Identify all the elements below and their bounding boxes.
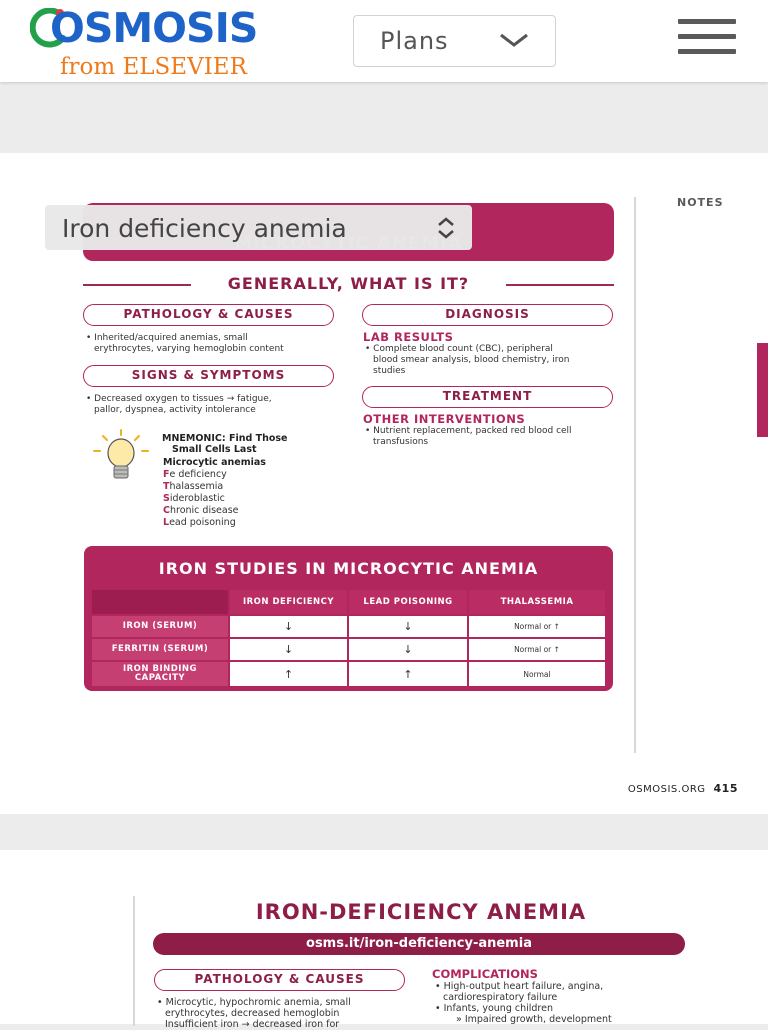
page2-title: IRON-DEFICIENCY ANEMIA [255,900,587,924]
top-app-bar [0,0,768,82]
iron-studies-table [84,546,613,691]
diagnosis-heading: DIAGNOSIS [362,304,613,326]
lab-results-subhead: LAB RESULTS [363,330,454,344]
logo-wordmark: OSMOSIS [50,4,258,52]
row-header: IRON BINDING CAPACITY [92,662,228,686]
hamburger-menu-icon[interactable] [678,19,736,55]
mnemonic-item: Lead poisoning [163,517,236,528]
diagnosis-line-1: • Complete blood count (CBC), peripheral [365,344,553,355]
mnemonic-item: Chronic disease [163,505,239,516]
mnemonic-title-2: Small Cells Last [172,444,257,455]
iron-studies-title: IRON STUDIES IN MICROCYTIC ANEMIA [158,559,539,578]
table-cell: Normal [469,662,605,686]
general-heading-text: GENERALLY, WHAT IS IT? [227,274,470,293]
notes-divider [634,197,636,753]
logo-subtitle: from ELSEVIER [60,54,247,80]
page-footer [628,782,738,795]
osmosis-logo[interactable] [30,6,292,80]
treatment-line-2: transfusions [373,437,429,447]
diagnosis-line-2: blood smear analysis, blood chemistry, iron [373,355,570,365]
signs-line-1: • Decreased oxygen to tissues → fatigue, [86,394,272,405]
notes-divider [133,896,135,1026]
pathology-line-1: • Inherited/acquired anemias, small [86,333,248,344]
other-interventions-subhead: OTHER INTERVENTIONS [363,412,526,426]
pathology-heading: PATHOLOGY & CAUSES [83,304,334,326]
row-header: FERRITIN (SERUM) [92,639,228,660]
complications-line-2: cardiorespiratory failure [443,992,558,1003]
pathology-line-2: erythrocytes, varying hemoglobin content [94,344,284,354]
mnemonic-item: Fe deficiency [163,469,227,480]
footer-site: OSMOSIS.ORG [627,784,706,795]
osmosis-topic-link[interactable]: osms.it/iron-deficiency-anemia [153,933,685,955]
signs-line-2: pallor, dyspnea, activity intolerance [94,405,256,415]
notes-page-416 [0,850,768,1030]
notes-page-415 [0,153,768,814]
complications-line-1: • High-output heart failure, angina, [435,981,603,992]
topic-selector[interactable] [45,205,472,250]
pathology-line-2: erythrocytes, decreased hemoglobin [165,1008,340,1019]
plans-dropdown[interactable] [353,15,556,67]
row-header: IRON (SERUM) [92,616,228,637]
side-bookmark-tab[interactable] [757,343,768,437]
topic-selector-label: Iron deficiency anemia [62,214,347,243]
general-heading [83,274,614,296]
complications-line-4: » Impaired growth, development [456,1014,612,1025]
column-header: IRON DEFICIENCY [230,590,347,614]
treatment-line-1: • Nutrient replacement, packed red blood cell [365,426,572,437]
lightbulb-icon [86,429,156,491]
table-cell: ↓ [230,639,347,660]
complications-line-3: • Infants, young children [435,1003,553,1014]
notes-label: NOTES [677,196,724,209]
mnemonic-title-1: MNEMONIC: Find Those [162,433,288,444]
table-cell: ↓ [349,639,467,660]
table-cell: ↑ [230,662,347,686]
pathology-line-3: Insufficient iron → decreased iron for [165,1019,340,1030]
chevron-down-icon [497,30,531,50]
pathology-heading: PATHOLOGY & CAUSES [154,969,405,991]
page-number: 415 [713,782,738,795]
table-cell: Normal or ↑ [469,639,605,660]
table-corner-cell [92,590,228,614]
signs-heading: SIGNS & SYMPTOMS [83,365,334,387]
column-header: THALASSEMIA [469,590,605,614]
column-header: LEAD POISONING [349,590,467,614]
diagnosis-line-3: studies [373,366,406,376]
table-cell: Normal or ↑ [469,616,605,637]
up-down-chevron-icon [434,216,458,240]
complications-subhead: COMPLICATIONS [432,967,538,981]
mnemonic-heading: Microcytic anemias [163,457,266,468]
pathology-line-1: • Microcytic, hypochromic anemia, small [157,997,351,1008]
table-cell: ↓ [349,616,467,637]
plans-label: Plans [380,27,449,55]
treatment-heading: TREATMENT [362,386,613,408]
mnemonic-item: Sideroblastic [163,493,225,504]
table-cell: ↓ [230,616,347,637]
table-cell: ↑ [349,662,467,686]
mnemonic-item: Thalassemia [163,481,224,492]
